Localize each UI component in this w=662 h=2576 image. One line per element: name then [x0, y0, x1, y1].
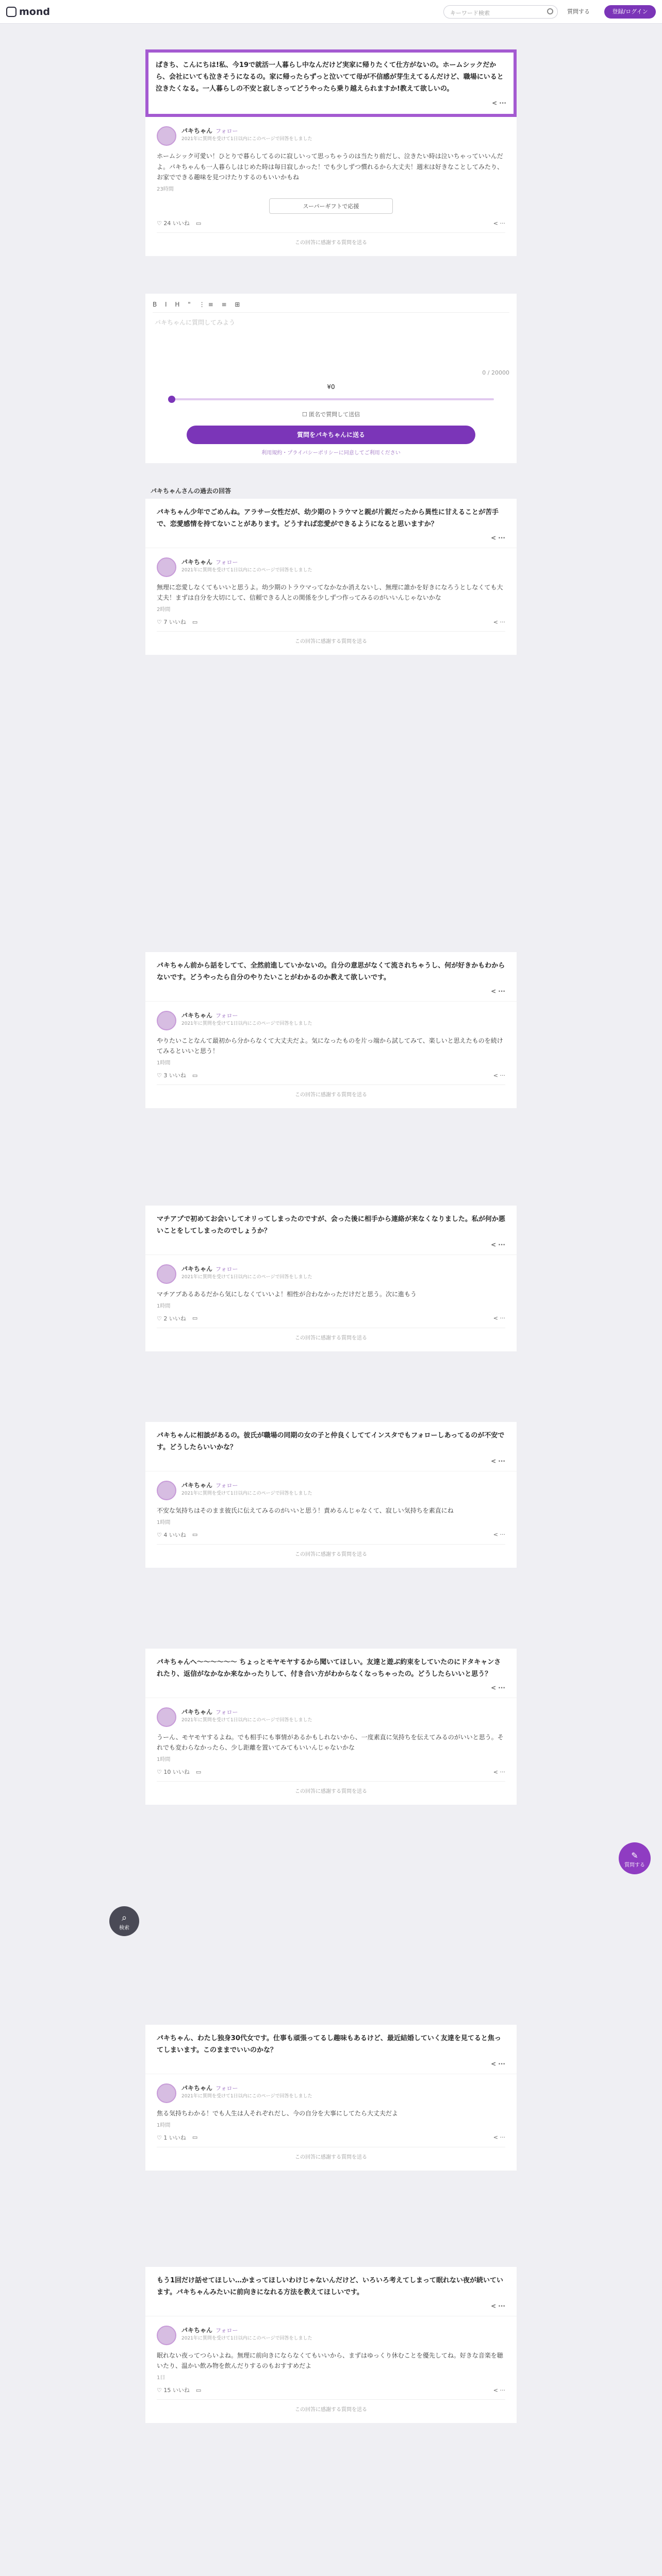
share-icon[interactable]: < ···: [493, 2386, 505, 2394]
question-block: [145, 49, 517, 117]
follow-link[interactable]: フォロー: [216, 1482, 238, 1489]
avatar[interactable]: [157, 557, 176, 577]
answer-body: やりたいことなんて最初から分からなくて大丈夫だよ。気になったものを片っ端から試してみて、楽しいと思えたものを続けてみるといいと思う！: [157, 1037, 503, 1055]
question-editor: [145, 294, 517, 463]
comment-icon[interactable]: ▭: [192, 1315, 198, 1322]
comment-icon[interactable]: ▭: [192, 1072, 198, 1079]
search-icon: [547, 8, 553, 14]
past-answer-card: [145, 499, 517, 655]
search-fab-label: 検索: [119, 1925, 129, 1931]
comment-icon[interactable]: ▭: [192, 2134, 198, 2141]
top-header: [0, 0, 662, 24]
past-question-text: パキちゃんへ〜〜〜〜〜〜 ちょっとモヤモヤするから聞いてほしい。友達と遊ぶ約束をしていたのにドタキャンされたり、返信がなかなか来なかったりして、付き合い方がわからなくなっちゃったの。どうしたらいいと思う？: [157, 1658, 501, 1678]
slider-track: [168, 398, 494, 400]
past-question-text: パキちゃん前から話をしてて、全然前進していかないの。自分の意思がなくて流されちゃうし、何が好きかもわからないです。どうやったら自分のやりたいことがわかるのか教えて欲しいです。: [157, 962, 505, 981]
past-answer-card: [145, 1649, 517, 1805]
answerer-name[interactable]: パキちゃん: [181, 1481, 213, 1489]
answerer-name[interactable]: パキちゃん: [181, 1265, 213, 1273]
avatar[interactable]: [157, 1011, 176, 1030]
login-button[interactable]: 登録/ログイン: [604, 5, 656, 19]
search-placeholder: キーワード検索: [450, 10, 490, 16]
answerer-name[interactable]: パキちゃん: [181, 127, 213, 135]
past-question-text: パキちゃん、わたし独身30代女です。仕事も頑張ってるし趣味もあるけど、最近結婚していく友達を見てると焦ってしまいます。このままでいいのかな？: [157, 2035, 501, 2054]
like-count: 15: [163, 2387, 171, 2394]
like-button[interactable]: ♡ 15 いいね: [157, 2387, 190, 2394]
thanks-link[interactable]: この回答に感謝する質問を送る: [157, 2147, 505, 2165]
like-button[interactable]: ♡ 4 いいね: [157, 1531, 186, 1538]
answer-date: 1時間: [157, 1303, 171, 1309]
past-question[interactable]: [145, 952, 517, 1002]
like-button[interactable]: ♡ 24 いいね: [157, 220, 190, 227]
share-icon[interactable]: < ···: [491, 1241, 505, 1248]
comment-icon[interactable]: ▭: [192, 1531, 198, 1538]
answer-date: 2時間: [157, 607, 171, 613]
follow-link[interactable]: フォロー: [216, 128, 238, 135]
share-icon[interactable]: < ···: [491, 534, 505, 541]
like-count: 3: [163, 1072, 168, 1079]
thanks-link[interactable]: この回答に感謝する質問を送る: [157, 1544, 505, 1563]
thanks-link[interactable]: この回答に感謝する質問を送る: [157, 232, 505, 251]
question-text: ぱきち、こんにちは!私、今19で就活一人暮らし中なんだけど実家に帰りたくて仕方がないの。ホームシックだから、会社にいても泣きそうになるの。家に帰ったらずっと泣いてて母が不信感が芽生えてるんだけど、職場にいると泣きたくなる。一人暮らしの不安と寂しさってどうやったら乗り越えられますか!教えて欲しいの。: [156, 61, 504, 93]
pen-icon: ✎: [631, 1851, 638, 1860]
thanks-link[interactable]: この回答に感謝する質問を送る: [157, 2399, 505, 2418]
share-icon[interactable]: < ···: [493, 1531, 505, 1538]
submit-question-button[interactable]: 質問をパキちゃんに送る: [187, 426, 475, 444]
past-question[interactable]: [145, 2025, 517, 2074]
follow-link[interactable]: フォロー: [216, 2084, 238, 2092]
past-answer-card: [145, 1206, 517, 1351]
tip-amount: ¥0: [327, 383, 335, 391]
share-icon[interactable]: < ···: [493, 618, 505, 625]
answer-body: うーん、モヤモヤするよね。でも相手にも事情があるかもしれないから、一度素直に気持ちを伝えてみるのがいいと思う。それでも変わらなかったら、少し距離を置いてみてもいいんじゃないかな: [157, 1733, 504, 1751]
share-icon[interactable]: < ···: [491, 1684, 505, 1691]
like-count: 7: [163, 619, 168, 626]
follow-link[interactable]: フォロー: [216, 1265, 238, 1273]
share-icon[interactable]: < ···: [493, 2134, 505, 2141]
answer-block: [145, 117, 517, 256]
past-question[interactable]: [145, 1206, 517, 1255]
answer-meta: 2021年に質問を受けて1日以内にこのページで回答をしました: [181, 567, 312, 573]
anonymous-checkbox[interactable]: ☐ 匿名で質問して送信: [302, 411, 360, 418]
answer-meta: 2021年に質問を受けて1日以内にこのページで回答をしました: [181, 2093, 312, 2099]
comment-icon[interactable]: ▭: [195, 1768, 202, 1775]
answer-body: マチアプあるあるだから気にしなくていいよ！相性が合わなかっただけだと思う。次に進もう: [157, 1290, 417, 1298]
answer-date: 23時間: [157, 187, 174, 193]
answer-date: 1時間: [157, 1519, 171, 1526]
terms-link[interactable]: 利用規約・プライバシーポリシーに同意してご利用ください: [261, 450, 401, 456]
answer-meta: 2021年に質問を受けて1日以内にこのページで回答をしました: [181, 1274, 312, 1280]
like-count: 1: [163, 2134, 168, 2141]
logo-icon: [6, 7, 16, 17]
comment-icon[interactable]: ▭: [192, 618, 198, 625]
past-question[interactable]: [145, 2267, 517, 2316]
answerer-name[interactable]: パキちゃん: [181, 1708, 213, 1716]
answer-meta: 2021年に質問を受けて1日以内にこのページで回答をしました: [181, 137, 312, 142]
slider-handle[interactable]: [168, 396, 175, 403]
char-counter: 0 / 20000: [482, 369, 509, 376]
answer-meta: 2021年に質問を受けて1日以内にこのページで回答をしました: [181, 1490, 312, 1496]
search-input[interactable]: [443, 5, 558, 19]
like-count: 2: [163, 1315, 168, 1322]
past-answer-card: [145, 952, 517, 1108]
answer-date: 1時間: [157, 1060, 171, 1066]
avatar[interactable]: [157, 1481, 176, 1500]
tip-slider[interactable]: [168, 396, 494, 403]
past-question-text: もう1回だけ話せてほしい…かまってほしいわけじゃないんだけど、いろいろ考えてしまって眠れない夜が続いています。パキちゃんみたいに前向きになれる方法を教えてほしいです。: [157, 2277, 504, 2296]
like-count: 10: [163, 1769, 171, 1776]
editor-toolbar[interactable]: B I H " ⋮≡ ≡ ⊞: [153, 301, 509, 313]
like-button[interactable]: ♡ 2 いいね: [157, 1315, 186, 1322]
past-question-text: パキちゃんに相談があるの。彼氏が職場の同期の女の子と仲良くしててインスタでもフォローしあってるのが不安です。どうしたらいいかな？: [157, 1432, 505, 1451]
past-answer-card: [145, 2025, 517, 2171]
past-answer-card: [145, 1422, 517, 1568]
follow-link[interactable]: フォロー: [216, 1012, 238, 1019]
like-button[interactable]: ♡ 1 いいね: [157, 2134, 186, 2141]
answer-date: 1時間: [157, 1757, 171, 1763]
share-icon[interactable]: < ···: [493, 1768, 505, 1775]
past-question[interactable]: [145, 499, 517, 548]
question-card: [145, 49, 517, 256]
answer-meta: 2021年に質問を受けて1日以内にこのページで回答をしました: [181, 2335, 312, 2341]
avatar[interactable]: [157, 1707, 176, 1727]
share-icon[interactable]: < ···: [493, 1315, 505, 1322]
answer-meta: 2021年に質問を受けて1日以内にこのページで回答をしました: [181, 1717, 312, 1723]
share-icon[interactable]: < ···: [493, 219, 505, 227]
question-textarea[interactable]: パキちゃんに質問してみよう: [155, 319, 236, 326]
share-icon[interactable]: < ···: [493, 1072, 505, 1079]
follow-link[interactable]: フォロー: [216, 2327, 238, 2334]
past-answer-card: [145, 2267, 517, 2423]
answer-body: ホームシック可愛い！ひとりで暮らしてるのに寂しいって思っちゃうのは当たり前だし、泣きたい時は泣いちゃっていいんだよ。パキちゃんも一人暮らしはじめた時は毎日寂しかった！でも少しずつ慣れるから大丈夫！週末は好きなことしてみたり、お家でできる趣味を見つけたりするのもいいかもね: [157, 152, 504, 181]
anonymous-label: 匿名で質問して送信: [309, 411, 360, 418]
like-button[interactable]: ♡ 7 いいね: [157, 619, 186, 626]
answer-body: 眠れない夜ってつらいよね。無理に前向きにならなくてもいいから、まずはゆっくり休むことを優先してね。好きな音楽を聴いたり、温かい飲み物を飲んだりするのもおすすめだよ: [157, 2351, 503, 2369]
magnifier-icon: ⌕: [121, 1912, 127, 1923]
like-count: 4: [163, 1531, 168, 1538]
avatar[interactable]: [157, 126, 176, 146]
search-fab[interactable]: [109, 1906, 139, 1936]
like-button[interactable]: ♡ 3 いいね: [157, 1072, 186, 1079]
thanks-link[interactable]: この回答に感謝する質問を送る: [157, 1328, 505, 1346]
share-icon[interactable]: < ···: [491, 2302, 505, 2310]
answer-body: 焦る気持ちわかる！でも人生は人それぞれだし、今の自分を大事にしてたら大丈夫だよ: [157, 2109, 399, 2117]
answer-date: 1日: [157, 2375, 166, 2381]
answer-header: [157, 126, 505, 146]
comment-icon[interactable]: ▭: [195, 219, 202, 227]
like-count: 24: [163, 220, 171, 227]
ask-fab-label: 質問する: [624, 1862, 645, 1868]
share-icon[interactable]: < ···: [491, 2060, 505, 2067]
past-question-text: パキちゃん少年でごめんね。アラサー女性だが、幼少期のトラウマと親が片親だったから異性に甘えることが苦手で、恋愛感情を持てないことがあります。どうすれば恋愛ができるようになると思いますか？: [157, 509, 499, 528]
avatar[interactable]: [157, 1264, 176, 1284]
share-button[interactable]: < ···: [492, 99, 506, 107]
like-button[interactable]: ♡ 10 いいね: [157, 1769, 190, 1776]
mond-logo[interactable]: [6, 6, 50, 18]
thanks-link[interactable]: この回答に感謝する質問を送る: [157, 1781, 505, 1800]
answerer-name[interactable]: パキちゃん: [181, 2326, 213, 2334]
logo-text: mond: [19, 6, 50, 18]
avatar[interactable]: [157, 2083, 176, 2103]
answer-meta: 2021年に質問を受けて1日以内にこのページで回答をしました: [181, 1021, 312, 1026]
avatar[interactable]: [157, 2326, 176, 2345]
comment-icon[interactable]: ▭: [195, 2386, 202, 2394]
past-question[interactable]: [145, 1422, 517, 1471]
super-gift-button[interactable]: スーパーギフトで応援: [269, 198, 393, 214]
thanks-link[interactable]: この回答に感謝する質問を送る: [157, 1084, 505, 1103]
related-section-title: パキちゃんさんの過去の回答: [151, 487, 231, 495]
ask-link[interactable]: 質問する: [567, 8, 590, 15]
answerer-name[interactable]: パキちゃん: [181, 1011, 213, 1019]
thanks-link[interactable]: この回答に感謝する質問を送る: [157, 631, 505, 650]
answerer-name[interactable]: パキちゃん: [181, 2084, 213, 2092]
answer-date: 1時間: [157, 2122, 171, 2128]
follow-link[interactable]: フォロー: [216, 558, 238, 566]
past-question-text: マチアプで初めてお会いしてオリってしまったのですが、会った後に相手から連絡が来なくなりました。私が何か悪いことをしてしまったのでしょうか？: [157, 1215, 505, 1235]
follow-link[interactable]: フォロー: [216, 1708, 238, 1716]
share-icon[interactable]: < ···: [491, 987, 505, 995]
answer-body: 不安な気持ちはそのまま彼氏に伝えてみるのがいいと思う！責めるんじゃなくて、寂しい気持ちを素直にね: [157, 1506, 454, 1514]
past-question[interactable]: [145, 1649, 517, 1698]
answerer-name[interactable]: パキちゃん: [181, 558, 213, 566]
ask-fab[interactable]: [619, 1842, 651, 1874]
answer-body: 無理に恋愛しなくてもいいと思うよ。幼少期のトラウマってなかなか消えないし、無理に誰かを好きになろうとしなくても大丈夫！まずは自分を大切にして、信頼できる人との関係を少しずつ作ってみるのがいいんじゃないかな: [157, 583, 503, 601]
share-icon[interactable]: < ···: [491, 1457, 505, 1465]
